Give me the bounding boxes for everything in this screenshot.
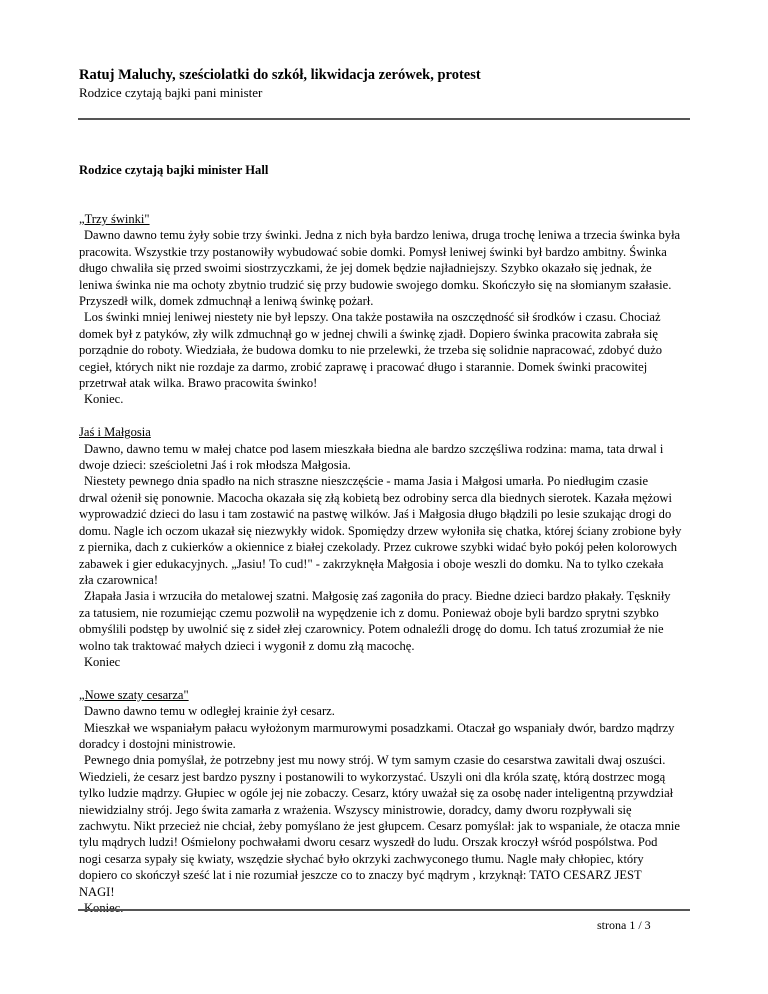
story-line: Dawno dawno temu w odległej krainie żył cesarz.	[84, 704, 335, 719]
story-line: Przyszedł wilk, domek zdmuchnął a leniwą świnkę pożarł.	[79, 294, 374, 309]
story-line: pracowita. Wszystkie trzy postanowiły wybudować sobie domki. Pomysł leniwej świnki był bardzo ambitny. Świnka	[79, 244, 667, 259]
story-line: za tatusiem, nie rozumiejąc czemu pozwolił na wypędzenie ich z domu. Ponieważ oboje byli bardzo sprytni szybko	[79, 605, 659, 620]
story-line: obmyślili podstęp by uwolnić się z sideł złej czarownicy. Potem odnaleźli drogę do domu. Ich tatuś zrozumiał że nie	[79, 622, 664, 637]
page-number: strona 1 / 3	[597, 918, 651, 932]
story-line: porządnie do roboty. Wiedziała, że budowa domku to nie przelewki, że trzeba się solidnie napracować, zdobyć dużo	[79, 343, 663, 358]
story-line: Pewnego dnia pomyślał, że potrzebny jest mu nowy strój. W tym samym czasie do cesarstwa zawitali dwaj oszuści.	[84, 753, 666, 768]
story-line: wolno tak traktować małych dzieci i wygonił z domu złą macochę.	[79, 638, 415, 653]
story-line: nogi cesarza sypały się kwiaty, wszędzie słychać było okrzyki zachwyconego tłumu. Nagle mały chłopiec, który	[79, 851, 644, 866]
story-line: leniwa świnka nie ma ochoty zbytnio trudzić się przy budowie swojego domku. Skończyło się na słomianym szałasie.	[79, 277, 672, 292]
story-line: dopiero co skończył sześć lat i nie rozumiał jeszcze co to znaczy być mądrym , krzyknął: TATO CESARZ JEST	[79, 868, 642, 883]
story-line: wyprowadzić dzieci do lasu i tam zostawić na pastwę wilków. Jaś i Małgosia długo błądzili po lesie szukając drogi do	[79, 507, 672, 522]
story-line: doradcy i dostojni ministrowie.	[79, 736, 236, 751]
story	[79, 424, 685, 670]
story-line: domek był z patyków, zły wilk zdmuchnął go w jednej chwili a świnkę zjadł. Dopiero świnka pracowita zabrała się	[79, 326, 658, 341]
story-line: długo chwaliła się przed swoimi siostrzyczkami, że jej domek będzie najładniejszy. Szybko okazało się jednak, że	[79, 261, 652, 276]
story-line: Los świnki mniej leniwej niestety nie był lepszy. Ona także postawiła na oszczędność sił środków i czasu. Chociaż	[84, 310, 661, 325]
story-line: domu. Nagle ich oczom ukazał się niezwykły widok. Spomiędzy drzew wyłoniła się chatka, której ściany zrobione były	[79, 523, 682, 538]
story-line: drwal ożenił się ponownie. Macocha okazała się złą kobietą bez odrobiny serca dla biednych sierotek. Kazała mężowi	[79, 490, 672, 505]
story-line: niewidzialny strój. Jego świta zamarła z wrażenia. Wszyscy ministrowie, doradcy, damy dworu rozpływali się	[79, 802, 632, 817]
story-title: Jaś i Małgosia	[79, 425, 151, 440]
story-line: Niestety pewnego dnia spadło na nich straszne nieszczęście - mama Jasia i Małgosi umarła. Po niedługim czasie	[84, 474, 649, 489]
story-line: Dawno, dawno temu w małej chatce pod lasem mieszkała biedna ale bardzo szczęśliwa rodzina: mama, tata drwal i	[84, 441, 664, 456]
story-line: Mieszkał we wspaniałym pałacu wyłożonym marmurowymi posadzkami. Otaczał go wspaniały dwór, bardzo mądrzy	[84, 720, 675, 735]
story-line: Koniec.	[84, 901, 124, 916]
story-line: Koniec	[84, 654, 121, 669]
story-line: Dawno dawno temu żyły sobie trzy świnki. Jedna z nich była bardzo leniwa, druga trochę leniwa a trzecia świnka była	[84, 228, 681, 243]
story-line: Złapała Jasia i wrzuciła do metalowej szatni. Małgosię zaś zagoniła do pracy. Biedne dzieci bardzo płakały. Tęskniły	[84, 589, 671, 604]
story-title: „Trzy świnki"	[79, 212, 150, 226]
story-line: tylko ludzie mądrzy. Głupiec w ogóle jej nie zobaczy. Cesarz, który uważał się za osobę nader inteligentną przywdział	[79, 786, 674, 801]
story	[79, 687, 685, 917]
story-line: tylu mądrych ludzi! Ośmielony pochwałami dworu cesarz wyszedł do ludu. Orszak kroczył wśród pospólstwa. Pod	[79, 835, 658, 850]
story-line: Koniec.	[84, 392, 124, 407]
story-line: zła czarownica!	[79, 572, 159, 587]
story-line: z piernika, dach z cukierków a okiennice z białej czekolady. Przez cukrowe szybki widać było pokój pełen kolorowych	[79, 540, 678, 555]
story-title: „Nowe szaty cesarza"	[79, 687, 189, 702]
document-header	[79, 66, 679, 101]
story-line: cegieł, których nikt nie rozdaje za darmo, zrobić zaprawę i pracować długo i starannie. Domek świnki pracowitej	[79, 359, 648, 374]
document-subtitle: Rodzice czytają bajki pani minister	[79, 85, 263, 100]
stories-container	[79, 211, 685, 933]
story-line: zachwytu. Nikt przecież nie chciał, żeby pomyślano że jest głupcem. Cesarz pomyślał: jak to wspaniale, że otacza mnie	[79, 819, 680, 833]
story-line: dwoje dzieci: sześcioletni Jaś i rok młodsza Małgosia.	[79, 458, 351, 473]
story-line: przetrwał atak wilka. Brawo pracowita świnko!	[79, 376, 318, 391]
story-line: zabawek i gier edukacyjnych. „Jasiu! To cud!" - zakrzyknęła Małgosia i oboje weszli do domku. Na to tylko czekała	[79, 556, 664, 571]
footer-divider	[78, 909, 690, 911]
story-line: NAGI!	[79, 884, 115, 899]
story	[79, 211, 685, 408]
section-heading: Rodzice czytają bajki minister Hall	[79, 163, 269, 177]
story-line: Wiedzieli, że cesarz jest bardzo pyszny i postanowili to wykorzystać. Uszyli oni dla króla szatę, którą dostrzec mogą	[79, 769, 666, 784]
document-title: Ratuj Maluchy, sześciolatki do szkół, likwidacja zerówek, protest	[79, 67, 481, 83]
header-divider	[78, 118, 690, 120]
